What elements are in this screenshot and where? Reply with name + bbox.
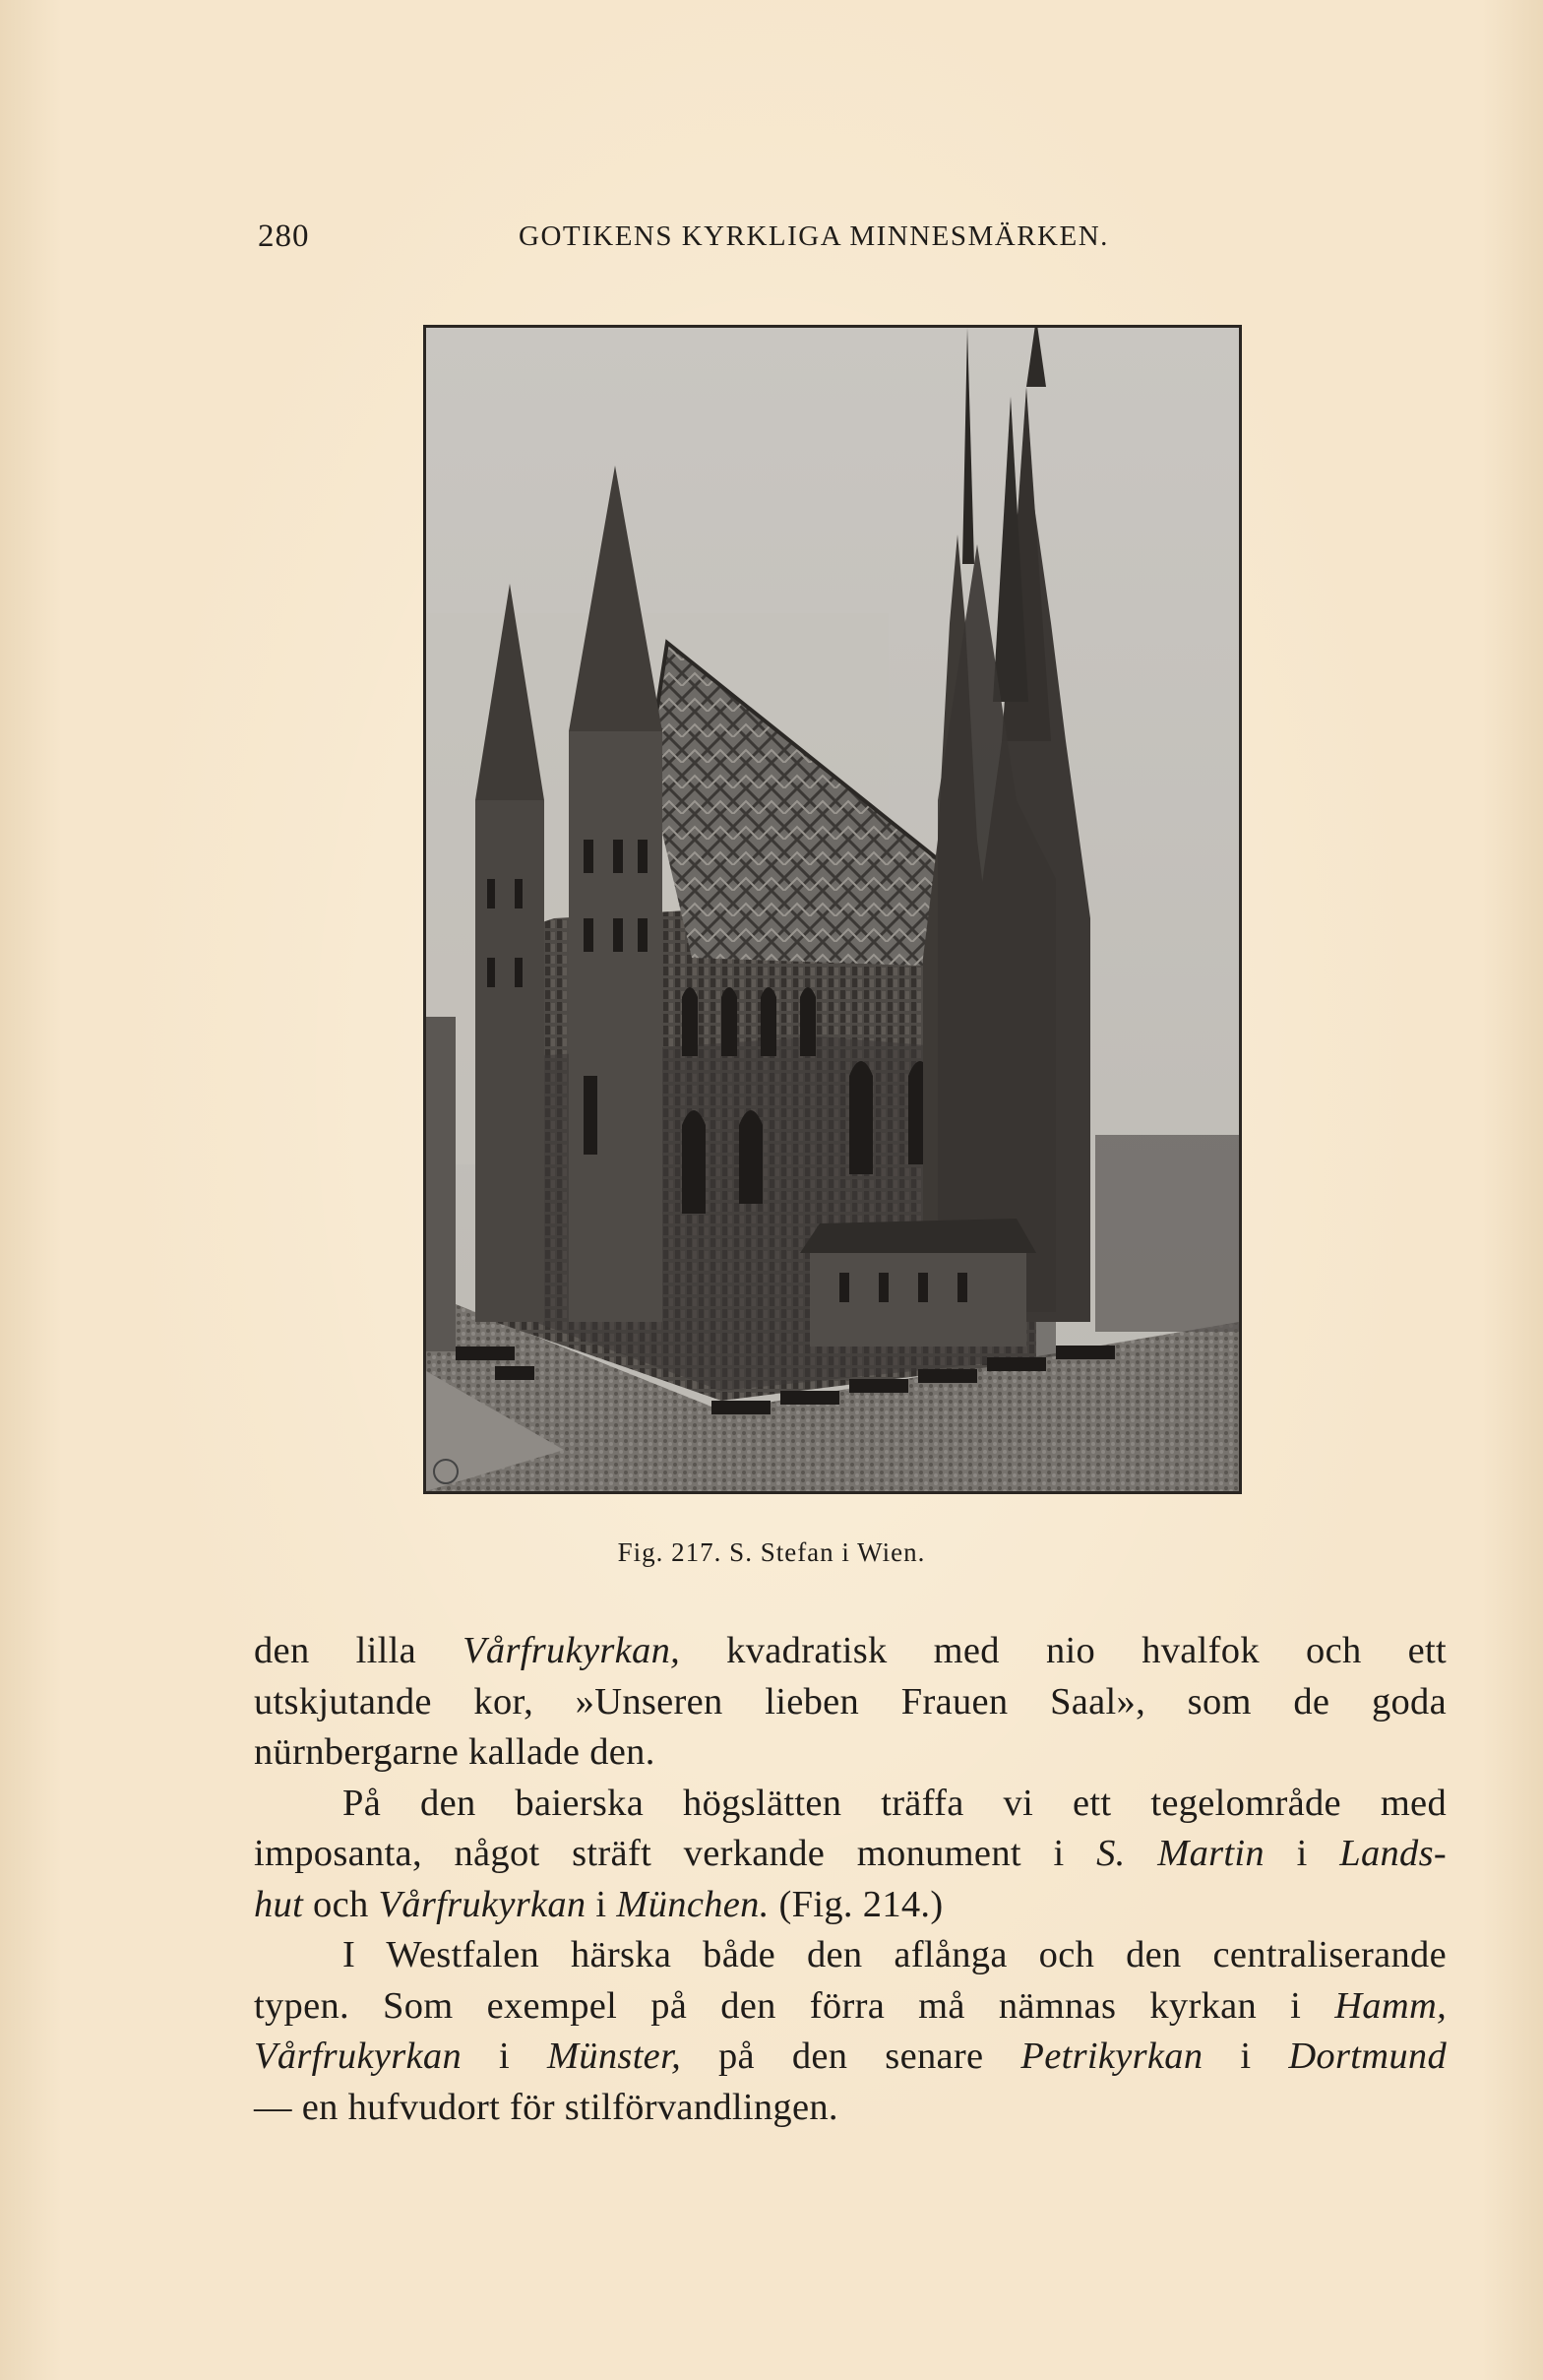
paragraph-1-line-3: nürnbergarne kallade den.: [254, 1731, 655, 1773]
paragraph-3-line-1: I Westfalen härska både den aflånga och den centraliserande: [342, 1934, 1447, 1975]
body-text: [254, 1626, 1447, 2133]
figure-caption: Fig. 217. S. Stefan i Wien.: [617, 1537, 926, 1567]
paragraph-2-line-1: På den baierska högslätten träffa vi ett tegelområde med: [342, 1782, 1447, 1824]
paragraph-3-line-3: Vårfrukyrkan i Münster, på den senare Petrikyrkan i Dortmund: [254, 2036, 1447, 2077]
paragraph-2-line-3: hut och Vårfrukyrkan i München. (Fig. 214.): [254, 1883, 944, 1925]
running-head-title: GOTIKENS KYRKLIGA MINNESMÄRKEN.: [519, 220, 1109, 252]
paragraph-3-line-4: — en hufvudort för stilförvandlingen.: [254, 2086, 838, 2128]
paragraph-1-line-2: utskjutande kor, »Unseren lieben Frauen Saal», som de goda: [254, 1680, 1447, 1722]
paragraph-3-line-2: typen. Som exempel på den förra må nämnas kyrkan i Hamm,: [254, 1984, 1447, 2027]
running-head: [258, 219, 1222, 258]
figure-photo: [423, 325, 1242, 1494]
paragraph-1-line-1: den lilla Vårfrukyrkan, kvadratisk med nio hvalfok och ett: [254, 1630, 1448, 1671]
paragraph-2-line-2: imposanta, något sträft verkande monument i S. Martin i Lands-: [254, 1833, 1447, 1874]
cathedral-illustration: [426, 328, 1239, 1491]
page-number: 280: [258, 219, 310, 254]
